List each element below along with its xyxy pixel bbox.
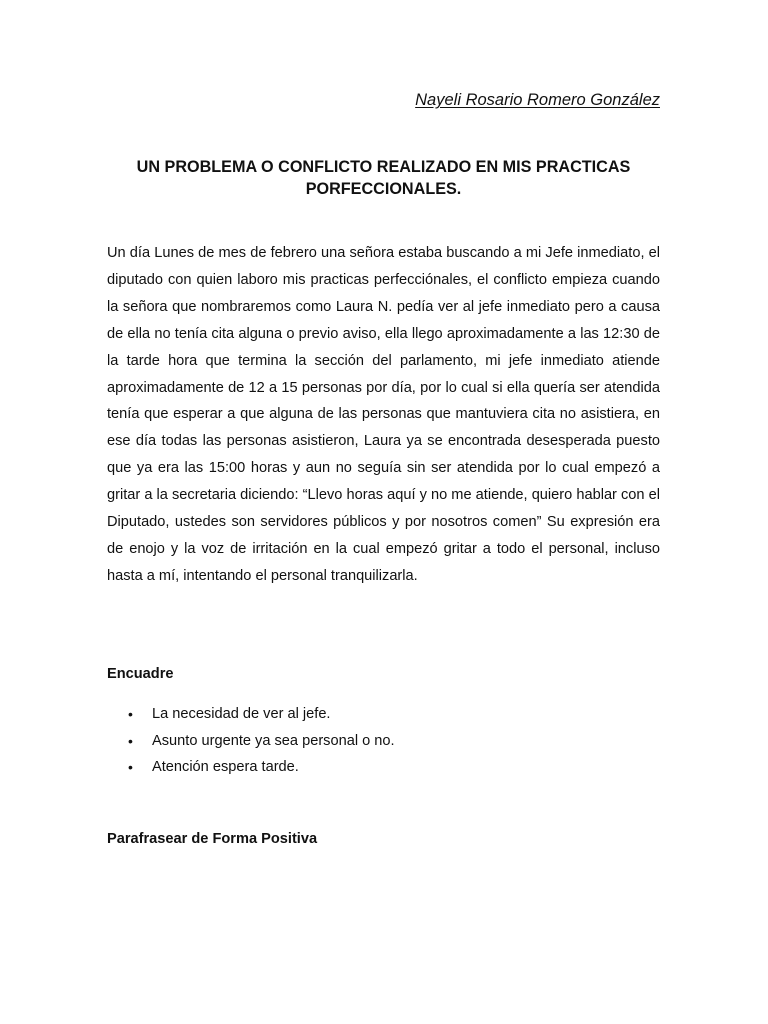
document-title: UN PROBLEMA O CONFLICTO REALIZADO EN MIS PRACTICAS PORFECCIONALES.	[136, 158, 631, 198]
list-item-text: La necesidad de ver al jefe.	[152, 706, 331, 722]
author-name: Nayeli Rosario Romero González	[415, 91, 660, 109]
bullet-icon: •	[128, 706, 133, 722]
body-paragraph: Un día Lunes de mes de febrero una señora estaba buscando a mi Jefe inmediato, el diputado con quien laboro mis practicas perfecciónales, el conflicto empieza cuando la señora que nombraremos como Laura N. pedía ver al jefe inmediato pero a causa de ella no tenía cita alguna o previo aviso, ella llego aproximadamente a las 12:30 de la tarde hora que termina la sección del parlamento, mi jefe inmediato atiende aproximadamente de 12 a 15 personas por día, por lo cual si ella quería ser atendida tenía que esperar a que alguna de las personas que mantuviera cita no asistiera, en ese día todas las personas asistieron, Laura ya se encontrada desesperada puesto que ya era las 15:00 horas y aun no seguía sin ser atendida por lo cual empezó a gritar a la secretaria diciendo: “Llevo horas aquí y no me atiende, quiero hablar con el Diputado, ustedes son servidores públicos y por nosotros comen” Su expresión era de enojo y la voz de irritación en la cual empezó gritar a todo el personal, incluso hasta a mí, intentando el personal tranquilizarla.	[107, 245, 660, 584]
list-item	[107, 701, 660, 728]
bullet-icon: •	[128, 759, 133, 776]
list-item	[107, 754, 660, 781]
encuadre-heading: Encuadre	[107, 666, 174, 682]
parafrasear-heading: Parafrasear de Forma Positiva	[107, 831, 318, 847]
bullet-icon: •	[128, 732, 133, 749]
list-item-text: Atención espera tarde.	[152, 759, 299, 776]
encuadre-list	[107, 701, 660, 781]
list-item-text: Asunto urgente ya sea personal o no.	[152, 732, 395, 749]
list-item	[107, 728, 660, 755]
